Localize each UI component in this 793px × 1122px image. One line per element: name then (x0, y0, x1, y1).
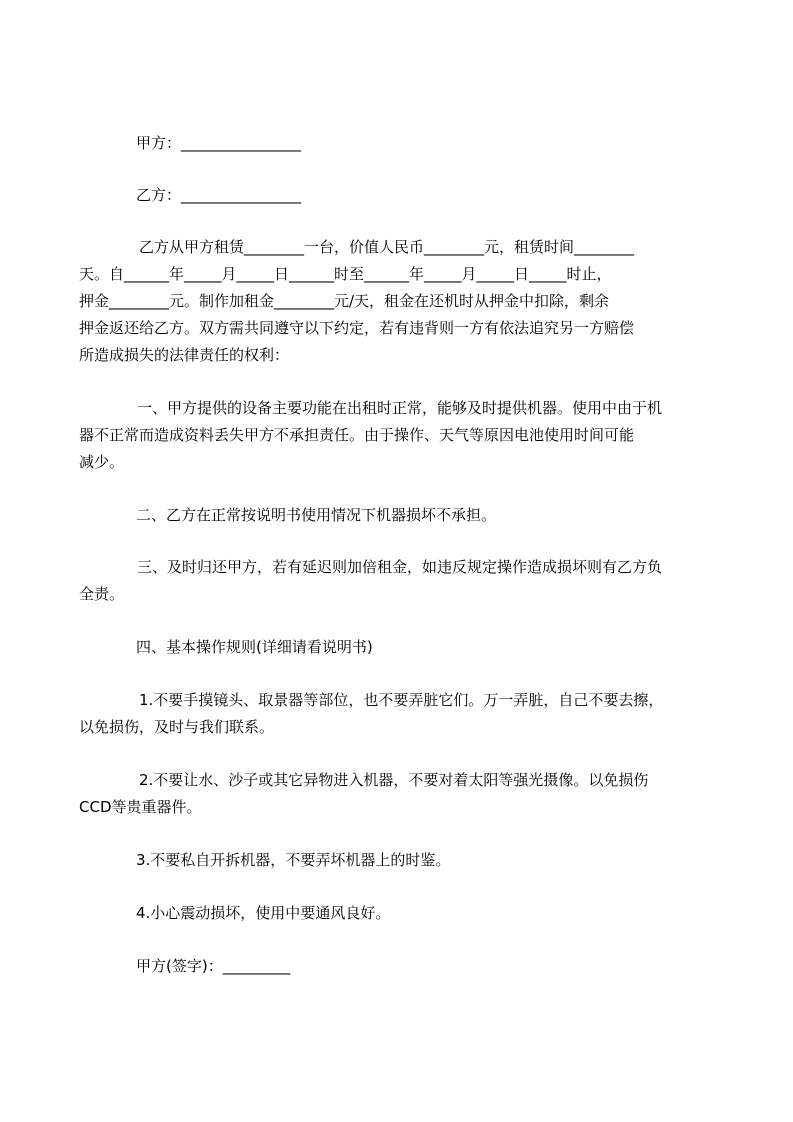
party-a-line: 甲方：________________ (136, 134, 302, 152)
intro-paragraph-line-3: 押金________元。制作加租金________元/天，租金在还机时从押金中扣除，剩余 (79, 292, 610, 310)
clause-1-line-2: 器不正常而造成资料丢失甲方不承担责任。由于操作、天气等原因电池使用时间可能 (79, 426, 635, 444)
rule-4-line: 4.小心震动损坏，使用中要通风良好。 (136, 904, 391, 922)
rule-2-line-2: CCD等贵重器件。 (79, 798, 202, 816)
party-b-line: 乙方：________________ (136, 186, 302, 204)
party-a-signature-line: 甲方(签字)：_________ (136, 957, 291, 975)
clause-1-line-1: 一、甲方提供的设备主要功能在出租时正常，能够及时提供机器。使用中由于机 (137, 399, 663, 417)
intro-paragraph-line-1: 乙方从甲方租赁________一台，价值人民币________元，租赁时间________ (139, 238, 635, 256)
rule-1-line-2: 以免损伤，及时与我们联系。 (79, 718, 275, 736)
intro-paragraph-line-2: 天。自______年_____月_____日______时至______年_____月_____日_____时止， (79, 265, 612, 283)
clause-4-heading: 四、基本操作规则(详细请看说明书) (136, 638, 373, 656)
clause-2-line: 二、乙方在正常按说明书使用情况下机器损坏不承担。 (136, 506, 497, 524)
rule-3-line: 3.不要私自开拆机器，不要弄坏机器上的时鉴。 (136, 851, 451, 869)
rule-1-line-1: 1.不要手摸镜头、取景器等部位，也不要弄脏它们。万一弄脏，自己不要去擦， (139, 691, 664, 709)
clause-3-line-2: 全责。 (79, 585, 125, 603)
clause-3-line-1: 三、及时归还甲方，若有延迟则加倍租金，如违反规定操作造成损坏则有乙方负 (137, 558, 663, 576)
intro-paragraph-line-5: 所造成损失的法律责任的权利： (79, 346, 290, 364)
intro-paragraph-line-4: 押金返还给乙方。双方需共同遵守以下约定，若有违背则一方有依法追究另一方赔偿 (79, 319, 635, 337)
rule-2-line-1: 2.不要让水、沙子或其它异物进入机器，不要对着太阳等强光摄像。以免损伤 (139, 771, 649, 789)
clause-1-line-3: 减少。 (79, 453, 125, 471)
